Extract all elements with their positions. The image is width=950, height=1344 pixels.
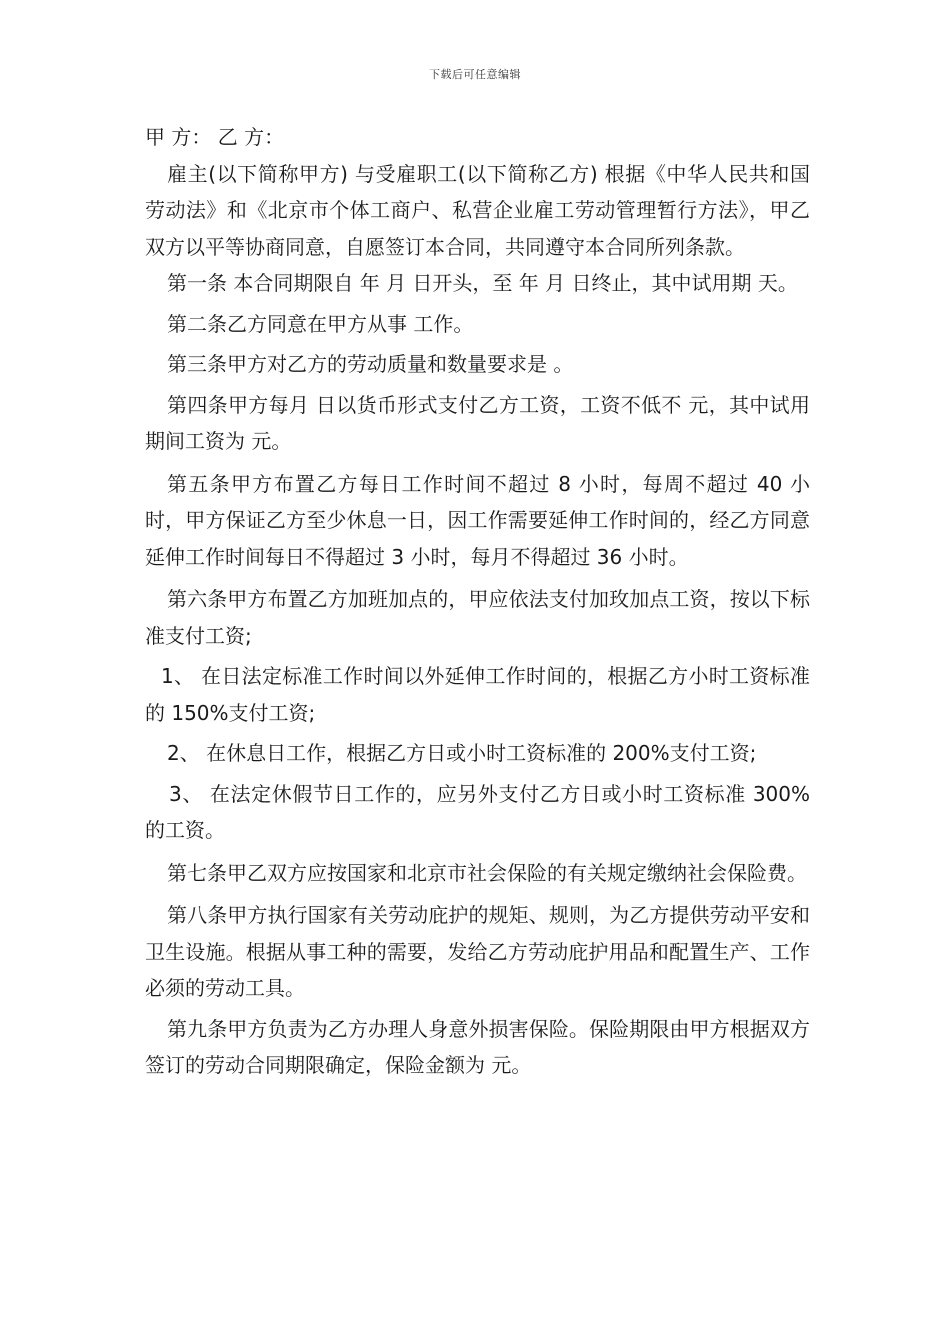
article-6: 第六条甲方布置乙方加班加点的，甲应依法支付加玫加点工资，按以下标准支付工资; (145, 587, 810, 648)
page-header-note: 下载后可任意编辑 (429, 68, 521, 81)
article-8: 第八条甲方执行国家有关劳动庇护的规矩、规则，为乙方提供劳动平安和卫生设施。根据从事工种的需要，发给乙方劳动庇护用品和配置生产、工作必须的劳动工具。 (145, 903, 810, 1000)
article-7: 第七条甲乙双方应按国家和北京市社会保险的有关规定缴纳社会保险费。 (167, 860, 807, 885)
article-9: 第九条甲方负责为乙方办理人身意外损害保险。保险期限由甲方根据双方签订的劳动合同期限确定，保险金额为 元。 (145, 1016, 810, 1077)
contract-body (145, 119, 810, 1084)
article-3: 第三条甲方对乙方的劳动质量和数量要求是 。 (167, 352, 574, 376)
article-6-item-1: 1、 在日法定标准工作时间以外延伸工作时间的，根据乙方小时工资标准的 150%支付工资; (145, 664, 810, 725)
preamble-paragraph: 雇主(以下简称甲方) 与受雇职工(以下简称乙方) 根据《中华人民共和国劳动法》和《北京市个体工商户、私营企业雇工劳动管理暂行方法》，甲乙双方以平等协商同意，自愿签订本合同，共同遵守本合同所列条款。 (145, 161, 810, 259)
article-6-item-2: 2、 在休息日工作，根据乙方日或小时工资标准的 200%支付工资; (167, 741, 757, 765)
article-1: 第一条 本合同期限自 年 月 日开头，至 年 月 日终止，其中试用期 天。 (167, 271, 798, 295)
article-5: 第五条甲方布置乙方每日工作时间不超过 8 小时，每周不超过 40 小时，甲方保证乙方至少休息一日，因工作需要延伸工作时间的，经乙方同意延伸工作时间每日不得超过 3 小时，每月不得超过 36 小时。 (145, 471, 810, 569)
article-4: 第四条甲方每月 日以货币形式支付乙方工资，工资不低不 元，其中试用期间工资为 元。 (145, 392, 810, 453)
parties-line: 甲 方： 乙 方： (145, 125, 285, 149)
article-6-item-3: 3、 在法定休假节日工作的，应另外支付乙方日或小时工资标准 300%的工资。 (145, 781, 810, 842)
article-2: 第二条乙方同意在甲方从事 工作。 (167, 311, 474, 336)
